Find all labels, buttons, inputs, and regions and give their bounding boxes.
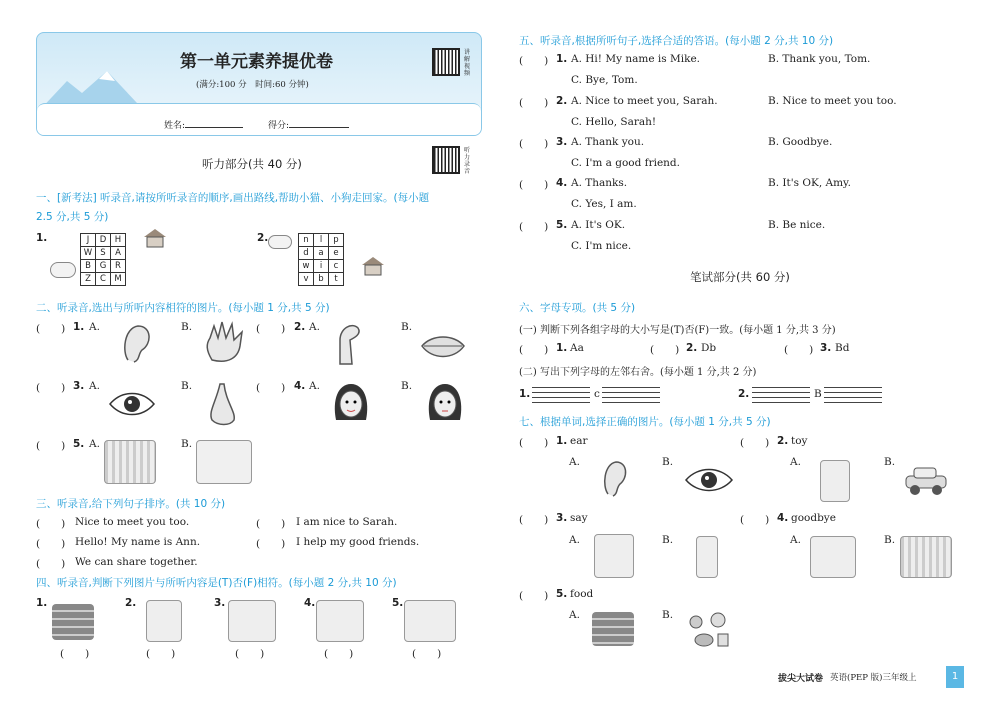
option-b: B. Thank you, Tom. [768, 53, 871, 65]
answer-paren[interactable]: ( ) [36, 518, 66, 530]
letter-maze-1[interactable] [80, 233, 126, 286]
option-a: A. [309, 380, 320, 392]
letter-maze-2[interactable] [298, 233, 344, 286]
answer-paren[interactable]: ( ) [519, 179, 549, 191]
maze-cell: R [111, 260, 126, 273]
page-number-text: 1 [951, 671, 959, 682]
item-number: 5. [73, 438, 85, 450]
option-a: A. [569, 456, 580, 468]
option-b: B. [662, 534, 674, 546]
kids-waving-illustration [810, 536, 856, 578]
books-illustration [52, 604, 94, 640]
answer-paren[interactable]: ( ) [412, 648, 442, 660]
letter-pair: Bd [835, 342, 850, 354]
answer-paren[interactable]: ( ) [256, 382, 286, 394]
option-a: A. [309, 321, 320, 333]
answer-paren[interactable]: ( ) [36, 538, 66, 550]
writing-lines[interactable] [532, 387, 590, 403]
option-b: B. Nice to meet you too. [768, 95, 897, 107]
word: ear [570, 435, 588, 447]
girl-face-icon [332, 380, 370, 424]
section-6-heading: 六、字母专项。(共 5 分) [519, 302, 636, 314]
answer-paren[interactable]: ( ) [740, 437, 770, 449]
answer-paren[interactable]: ( ) [256, 323, 286, 335]
given-letter: B [814, 388, 822, 400]
letter-pair: Db [701, 342, 717, 354]
friends-talking-illustration [196, 440, 252, 484]
dog-icon [268, 235, 292, 249]
eye-icon [684, 466, 734, 494]
answer-paren[interactable]: ( ) [519, 55, 549, 67]
section-1-heading-cont: 2.5 分,共 5 分) [36, 211, 109, 223]
qr-code-icon[interactable] [432, 48, 460, 76]
two-kids-illustration [228, 600, 276, 642]
option-b: B. [181, 380, 193, 392]
qr-label: 听力录音 [464, 147, 471, 175]
option-a: A. [790, 534, 801, 546]
item-number: 5. [392, 597, 404, 609]
section-4-heading: 四、听录音,判断下列图片与所听内容是(T)否(F)相符。(每小题 2 分,共 10 分) [36, 577, 397, 589]
item-number: 2. [686, 342, 698, 354]
boy-standing-illustration [696, 536, 718, 578]
answer-paren[interactable]: ( ) [324, 648, 354, 660]
option-c: C. I'm a good friend. [571, 157, 680, 169]
sentence: Hello! My name is Ann. [75, 536, 201, 548]
item-number: 3. [73, 380, 85, 392]
item-number: 2. [125, 597, 137, 609]
sentence: We can share together. [75, 556, 198, 568]
score-field[interactable] [268, 118, 349, 131]
answer-paren[interactable]: ( ) [519, 514, 549, 526]
option-a: A. Nice to meet you, Sarah. [571, 95, 718, 107]
header-band [37, 103, 481, 136]
option-a: A. [89, 321, 100, 333]
name-label: 姓名: [164, 121, 186, 131]
maze-cell: d [299, 247, 314, 260]
written-title: 笔试部分(共 60 分) [690, 270, 790, 284]
answer-paren[interactable]: ( ) [740, 514, 770, 526]
maze-cell: B [81, 260, 96, 273]
option-a: A. Hi! My name is Mike. [571, 53, 700, 65]
option-a: A. [89, 438, 100, 450]
option-b: B. It's OK, Amy. [768, 177, 851, 189]
maze-cell: Z [81, 273, 96, 286]
option-b: B. [662, 609, 674, 621]
option-b: B. Goodbye. [768, 136, 833, 148]
maze-cell: c [329, 260, 344, 273]
answer-paren[interactable]: ( ) [235, 648, 265, 660]
listening-title: 听力部分(共 40 分) [202, 157, 302, 171]
item-number: 4. [294, 380, 306, 392]
footer-subject: 英语(PEP 版)三年级上 [830, 673, 917, 683]
maze-cell: l [314, 234, 329, 247]
item-number: 1. [36, 597, 48, 609]
option-b: B. [662, 456, 674, 468]
ear-icon [600, 458, 630, 498]
answer-paren[interactable]: ( ) [519, 221, 549, 233]
mouth-icon [420, 334, 466, 360]
eye-icon [108, 390, 156, 418]
ear-icon [118, 322, 154, 364]
answer-paren[interactable]: ( ) [36, 558, 66, 570]
answer-paren[interactable]: ( ) [36, 440, 66, 452]
hand-icon [202, 320, 248, 364]
writing-lines[interactable] [824, 387, 882, 403]
item-number: 3. [556, 512, 568, 524]
sentence: Nice to meet you too. [75, 516, 190, 528]
item-number: 2. [556, 95, 568, 107]
section-2-heading: 二、听录音,选出与所听内容相符的图片。(每小题 1 分,共 5 分) [36, 302, 330, 314]
answer-paren[interactable]: ( ) [519, 590, 549, 602]
maze-cell: w [299, 260, 314, 273]
item-number: 1. [519, 388, 531, 400]
page-title: 第一单元素养提优卷 [180, 52, 333, 72]
maze-cell: C [96, 273, 111, 286]
score-label: 得分: [268, 121, 290, 131]
maze-cell: W [81, 247, 96, 260]
option-a: A. It's OK. [571, 219, 626, 231]
letter-pair: Aa [570, 342, 584, 354]
maze-cell: M [111, 273, 126, 286]
answer-paren[interactable]: ( ) [650, 344, 680, 356]
arm-icon [334, 320, 364, 366]
toy-car-icon [902, 462, 950, 498]
section-7-heading: 七、根据单词,选择正确的图片。(每小题 1 分,共 5 分) [519, 416, 771, 428]
maze-cell: n [299, 234, 314, 247]
option-c: C. Bye, Tom. [571, 74, 638, 86]
maze-cell: H [111, 234, 126, 247]
item-number: 3. [214, 597, 226, 609]
food-icon [684, 610, 732, 650]
maze-cell: J [81, 234, 96, 247]
item-number: 5. [556, 219, 568, 231]
kids-playing-illustration [404, 600, 456, 642]
answer-paren[interactable]: ( ) [256, 538, 286, 550]
qr-label: 讲解视频 [464, 49, 471, 77]
word: toy [791, 435, 808, 447]
boy-pointing-illustration [146, 600, 182, 642]
option-b: B. [401, 380, 413, 392]
school-gate-illustration [104, 440, 156, 484]
boy-speaking-illustration [594, 534, 634, 578]
footer-brand: 拔尖大试卷 [778, 674, 824, 684]
sentence: I am nice to Sarah. [296, 516, 398, 528]
option-c: C. Yes, I am. [571, 198, 637, 210]
maze-cell: v [299, 273, 314, 286]
item-number: 1. [556, 53, 568, 65]
writing-lines[interactable] [602, 387, 660, 403]
item-number: 4. [777, 512, 789, 524]
handshake-illustration [316, 600, 364, 642]
maze-cell: S [96, 247, 111, 260]
maze-cell: A [111, 247, 126, 260]
house-icon [360, 256, 386, 276]
school-gate-illustration [900, 536, 952, 578]
nose-icon [206, 382, 238, 426]
word: food [570, 588, 594, 600]
answer-paren[interactable]: ( ) [519, 138, 549, 150]
page-number [946, 666, 964, 688]
option-b: B. Be nice. [768, 219, 826, 231]
item-number: 1. [556, 342, 568, 354]
answer-paren[interactable]: ( ) [519, 97, 549, 109]
option-b: B. [401, 321, 413, 333]
answer-paren[interactable]: ( ) [519, 344, 549, 356]
item-number: 3. [556, 136, 568, 148]
maze-cell: e [329, 247, 344, 260]
maze-cell: p [329, 234, 344, 247]
item-number: 1. [36, 232, 48, 244]
item-number: 2. [294, 321, 306, 333]
option-b: B. [181, 321, 193, 333]
maze-cell: D [96, 234, 111, 247]
qr-code-icon[interactable] [432, 146, 460, 174]
maze-cell: t [329, 273, 344, 286]
option-b: B. [181, 438, 193, 450]
answer-paren[interactable]: ( ) [256, 518, 286, 530]
score-time-meta: (满分:100 分 时间:60 分钟) [196, 80, 309, 90]
section-3-heading: 三、听录音,给下列句子排序。(共 10 分) [36, 498, 226, 510]
item-number: 4. [556, 177, 568, 189]
word: say [570, 512, 588, 524]
section-1-heading: 一、[新考法] 听录音,请按所听录音的顺序,画出路线,帮助小猫、小狗走回家。(每小题 [36, 192, 430, 204]
answer-paren[interactable]: ( ) [146, 648, 176, 660]
item-number: 2. [257, 232, 269, 244]
item-number: 1. [556, 435, 568, 447]
option-a: A. [569, 609, 580, 621]
answer-paren[interactable]: ( ) [60, 648, 90, 660]
item-number: 4. [304, 597, 316, 609]
option-b: B. [884, 456, 896, 468]
answer-paren[interactable]: ( ) [36, 323, 66, 335]
item-number: 1. [73, 321, 85, 333]
cat-icon [50, 262, 76, 278]
answer-paren[interactable]: ( ) [784, 344, 814, 356]
item-number: 2. [777, 435, 789, 447]
given-letter: c [594, 388, 600, 400]
books-illustration [592, 612, 634, 646]
maze-cell: G [96, 260, 111, 273]
option-a: A. Thank you. [571, 136, 645, 148]
option-c: C. Hello, Sarah! [571, 116, 657, 128]
house-icon [142, 228, 168, 248]
item-number: 5. [556, 588, 568, 600]
maze-cell: a [314, 247, 329, 260]
answer-paren[interactable]: ( ) [519, 437, 549, 449]
name-field[interactable] [164, 118, 243, 131]
section-5-heading: 五、听录音,根据所听句子,选择合适的答语。(每小题 2 分,共 10 分) [519, 35, 834, 47]
option-a: A. [89, 380, 100, 392]
item-number: 2. [738, 388, 750, 400]
maze-cell: i [314, 260, 329, 273]
word: goodbye [791, 512, 836, 524]
answer-paren[interactable]: ( ) [36, 382, 66, 394]
option-a: A. [790, 456, 801, 468]
option-b: B. [884, 534, 896, 546]
option-a: A. Thanks. [571, 177, 628, 189]
subsection-heading: (一) 判断下列各组字母的大小写是(T)否(F)一致。(每小题 1 分,共 3 分) [519, 325, 836, 336]
sentence: I help my good friends. [296, 536, 420, 548]
option-c: C. I'm nice. [571, 240, 632, 252]
girl-face-icon [426, 380, 464, 424]
subsection-heading: (二) 写出下列字母的左邻右舍。(每小题 1 分,共 2 分) [519, 367, 757, 378]
writing-lines[interactable] [752, 387, 810, 403]
maze-cell: b [314, 273, 329, 286]
option-a: A. [569, 534, 580, 546]
item-number: 3. [820, 342, 832, 354]
boy-illustration [820, 460, 850, 502]
